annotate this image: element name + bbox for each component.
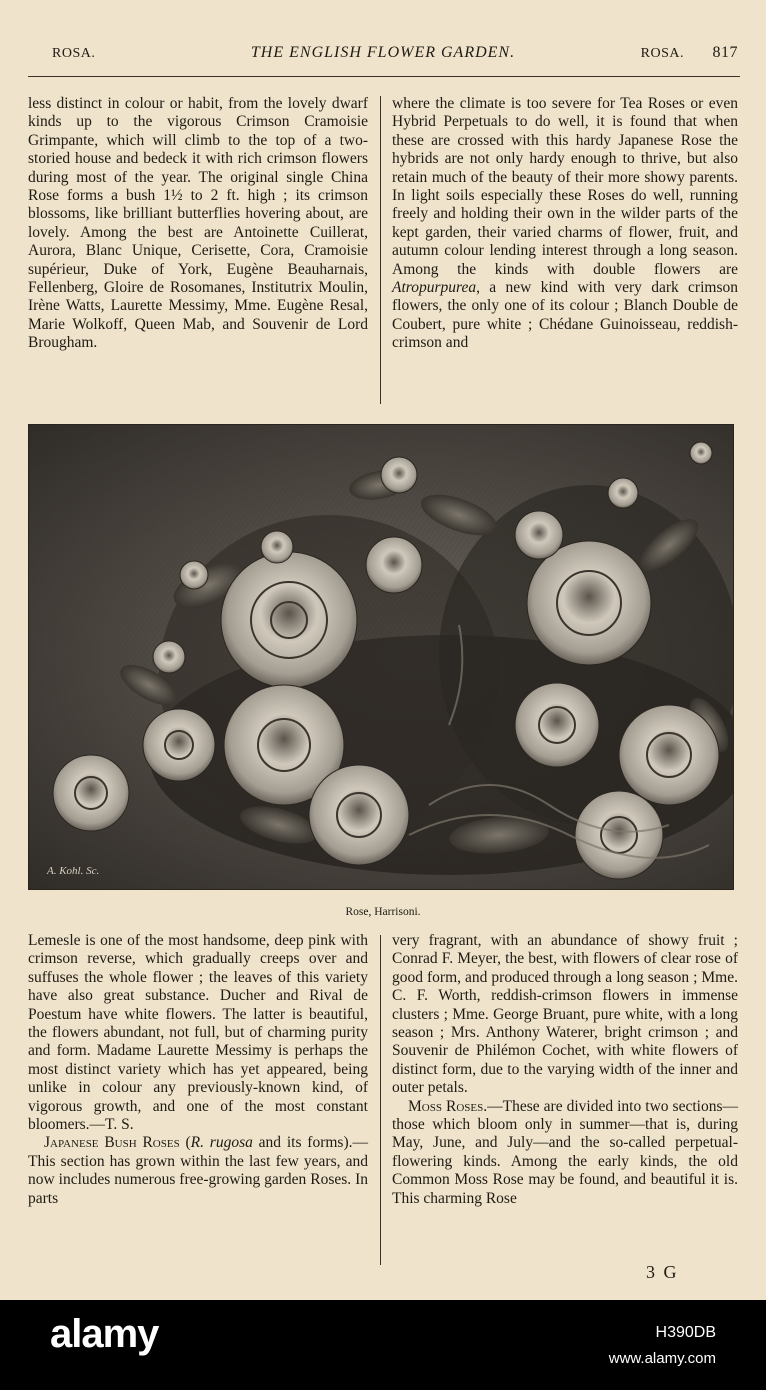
lower-right-para-2-text: .—These are divided into two sections—those which bloom only in summer—that is, during May, June, and July—and the so-called perpetual-flowering kinds. Among the early kinds, the old Common Moss Rose may be found, and beautiful it is. This charming Rose <box>392 1097 738 1207</box>
column-divider-upper <box>380 96 381 404</box>
species-rugosa: R. rugosa <box>190 1134 253 1152</box>
section-heading-moss-roses: Moss Roses <box>408 1097 484 1115</box>
header-rule <box>28 76 740 77</box>
running-head-right: ROSA. <box>640 46 684 61</box>
rose-engraving-illustration <box>28 424 734 890</box>
lower-left-para-2 <box>28 1134 368 1208</box>
image-id: H390DB <box>655 1324 716 1341</box>
column-divider-lower <box>380 935 381 1265</box>
engraver-signature: A. Kohl. Sc. <box>47 865 100 877</box>
alamy-logo: alamy <box>50 1312 159 1356</box>
figure-caption: Rose, Harrisoni. <box>345 906 421 918</box>
book-title: THE ENGLISH FLOWER GARDEN. <box>250 44 516 61</box>
lower-right-para-1: very fragrant, with an abundance of showy fruit ; Conrad F. Meyer, the best, with flowers of clear rose of good form, and produced through a long season ; Mme. C. F. Worth, reddish-crimson flowers in immense clusters ; Mme. George Bruant, pure white, with a long season ; Mrs. Anthony Waterer, bright crimson ; and Souvenir de Philémon Cochet, with white flowers of distinct form, due to the varying width of the inner and outer petals. <box>392 932 738 1097</box>
printer-signature-mark: 3 G <box>646 1262 679 1282</box>
site-url: www.alamy.com <box>608 1350 716 1367</box>
page-number: 817 <box>712 44 738 61</box>
upper-left-column <box>28 95 368 353</box>
upper-right-column <box>392 95 738 353</box>
lower-left-para-2-text: and its forms).—This section has grown within the last few years, and now includes numerous free-growing garden Roses. In parts <box>28 1134 368 1207</box>
section-heading-japanese-bush-roses: Japanese Bush Roses <box>44 1134 180 1152</box>
lower-left-para-1: Lemesle is one of the most handsome, deep pink with crimson reverse, which gradually creeps over and suffuses the whole flower ; the leaves of this variety have also great substance. Ducher and Rival de Poestum have white flowers. The latter is beautiful, the flowers abundant, not full, but of charming purity and form. Madame Laurette Messimy is perhaps the most distinct variety which has yet appeared, being unlike in colour any previously-known kind, of vigorous growth, and one of the most constant bloomers.—T. S. <box>28 932 368 1134</box>
lower-right-column <box>392 932 738 1208</box>
running-head-left: ROSA. <box>52 46 96 61</box>
lower-left-column <box>28 932 368 1208</box>
variety-atropurpurea: Atropurpurea <box>392 279 477 297</box>
upper-right-text <box>392 95 738 353</box>
roses-engraving-svg <box>29 425 733 889</box>
stock-watermark-bar <box>0 1300 766 1390</box>
upper-left-text: less distinct in colour or habit, from the lovely dwarf kinds up to the vigorous Crimson Cramoisie Grimpante, which will climb to the top of a two-storied house and bedeck it with rich crimson flowers during most of the year. The original single China Rose forms a bush 1½ to 2 ft. high ; its crimson blossoms, like brilliant butterflies hovering about, are lovely. Among the best are Antoinette Cuillerat, Aurora, Blanc Unique, Cerisette, Cora, Cramoisie supérieur, Duke of York, Eugène Beauharnais, Fellenberg, Gloire de Rosomanes, Institutrix Moulin, Irène Watts, Laurette Messimy, Mme. Eugène Resal, Marie Wolkoff, Queen Mab, and Souvenir de Lord Brougham. <box>28 95 368 352</box>
upper-right-text-b: , a new kind with very dark crimson flowers, the only one of its colour ; Blanch Double de Coubert, pure white ; Chédane Guinoisseau, reddish-crimson and <box>392 279 738 352</box>
upper-right-text-a: where the climate is too severe for Tea Roses or even Hybrid Perpetuals to do well, it is found that when these are crossed with this hardy Japanese Rose the hybrids are not only hardy enough to thrive, but also retain much of the beauty of their more showy parents. In light soils especially these Roses do well, running freely and holding their own in the wilder parts of the kept garden, their varied charms of flower, fruit, and autumn colour lending interest through a long season. Among the kinds with double flowers are <box>392 95 738 278</box>
paren-open: ( <box>179 1134 191 1152</box>
lower-right-para-2 <box>392 1098 738 1208</box>
